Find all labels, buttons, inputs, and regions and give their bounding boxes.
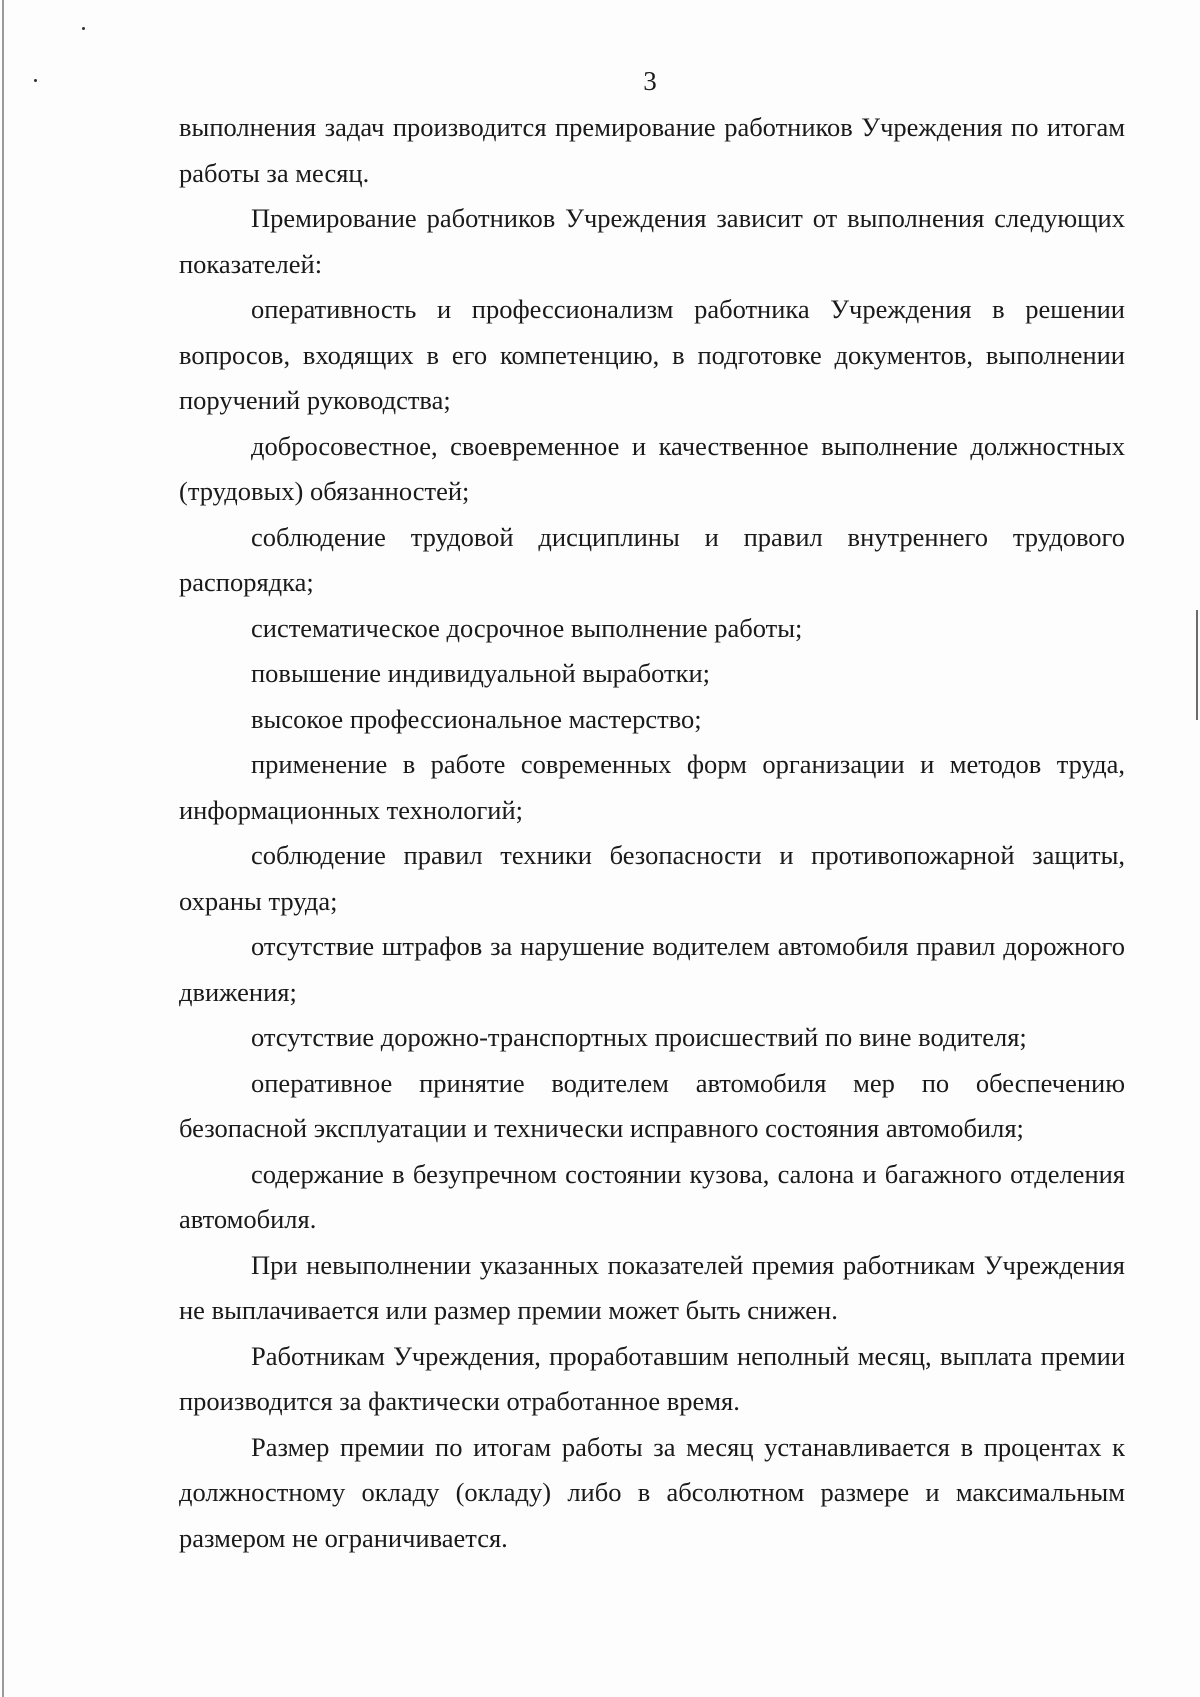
paragraph: отсутствие дорожно-транспортных происшествий по вине водителя; [251,1022,1027,1052]
paragraph: оперативное принятие водителем автомобиля мер по обеспечению безопасной эксплуатации и технически исправного состояния автомобиля; [179,1067,1125,1143]
scan-left-edge [2,0,4,1697]
scan-speck [82,27,85,30]
paragraph: оперативность и профессионализм работника Учреждения в решении вопросов, входящих в его компетенцию, в подготовке документов, выполнении поручений руководства; [179,294,1125,415]
paragraph: содержание в безупречном состоянии кузова, салона и багажного отделения автомобиля. [179,1158,1125,1234]
paragraph: соблюдение правил техники безопасности и противопожарной защиты, охраны труда; [179,840,1125,916]
paragraph: отсутствие штрафов за нарушение водителем автомобиля правил дорожного движения; [179,931,1125,1007]
paragraph: Работникам Учреждения, проработавшим неполный месяц, выплата премии производится за фактически отработанное время. [179,1340,1125,1416]
scan-right-mark [1196,610,1198,720]
paragraph: повышение индивидуальной выработки; [251,658,711,688]
paragraph: выполнения задач производится премирование работников Учреждения по итогам работы за месяц. [179,112,1125,188]
paragraph: высокое профессиональное мастерство; [251,703,702,734]
document-body [179,105,1125,1561]
paragraph: добросовестное, своевременное и качественное выполнение должностных (трудовых) обязанностей; [179,430,1125,506]
paragraph: Премирование работников Учреждения зависит от выполнения следующих показателей: [179,203,1125,279]
paragraph: При невыполнении указанных показателей премия работникам Учреждения не выплачивается или размер премии может быть снижен. [179,1249,1125,1325]
page-number: 3 [643,66,657,96]
paragraph: систематическое досрочное выполнение работы; [251,612,803,643]
paragraph: Размер премии по итогам работы за месяц устанавливается в процентах к должностному окладу (окладу) либо в абсолютном размере и максимальным размером не ограничивается. [179,1431,1125,1553]
paragraph: применение в работе современных форм организации и методов труда, информационных технологий; [179,749,1125,825]
paragraph: соблюдение трудовой дисциплины и правил внутреннего трудового распорядка; [179,521,1125,597]
